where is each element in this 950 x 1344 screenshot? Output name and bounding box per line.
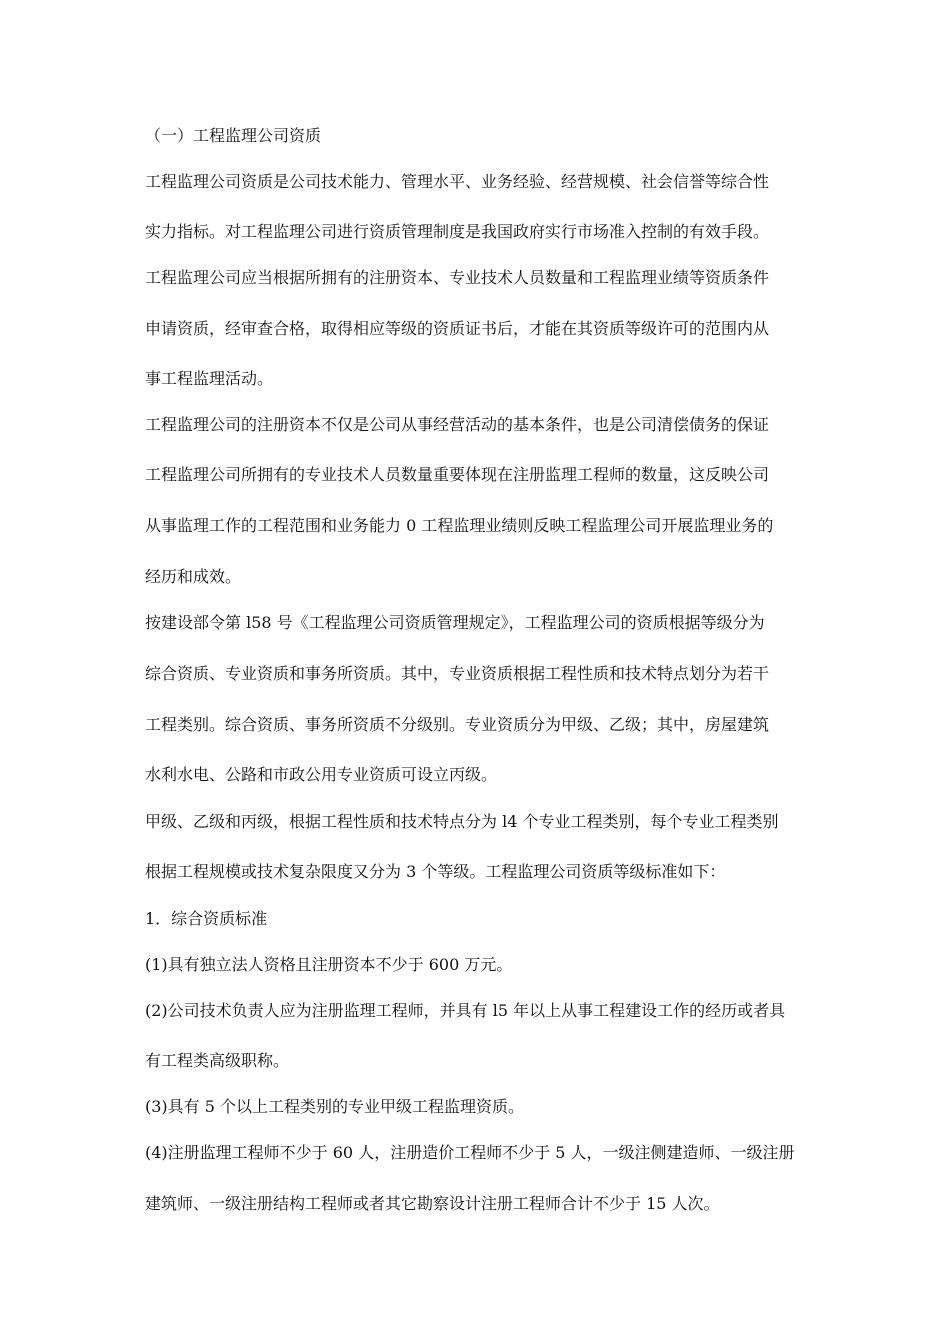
paragraph-line: 从事监理工作的工程范围和业务能力 0 工程监理业绩则反映工程监理公司开展监理业务的 [145,516,774,535]
paragraph-line: 工程监理公司所拥有的专业技术人员数量重要体现在注册监理工程师的数量，这反映公司 [145,465,770,484]
list-item: (1)具有独立法人资格且注册资本不少于 600 万元。 [145,955,513,974]
paragraph-line: 综合资质、专业资质和事务所资质。其中，专业资质根据工程性质和技术特点划分为若干 [145,664,770,683]
subsection-heading: 1．综合资质标准 [145,909,268,928]
paragraph-line: 工程监理公司应当根据所拥有的注册资本、专业技术人员数量和工程监理业绩等资质条件 [145,268,770,287]
list-item-continuation: 建筑师、一级注册结构工程师或者其它勘察设计注册工程师合计不少于 15 人次。 [145,1194,720,1213]
paragraph-line: 工程类别。综合资质、事务所资质不分级别。专业资质分为甲级、乙级；其中，房屋建筑 [145,715,770,734]
list-item-continuation: 有工程类高级职称。 [145,1051,290,1070]
paragraph-line: 工程监理公司资质是公司技术能力、管理水平、业务经验、经营规模、社会信誉等综合性 [145,172,770,191]
paragraph-line: 事工程监理活动。 [145,369,274,388]
paragraph-line: 按建设部令第 l58 号《工程监理公司资质管理规定》，工程监理公司的资质根据等级分为 [145,613,765,632]
paragraph-line: 经历和成效。 [145,567,242,586]
list-item: (4)注册监理工程师不少于 60 人，注册造价工程师不少于 5 人，一级注侧建造师、一级注册 [145,1143,795,1162]
paragraph-line: 甲级、乙级和丙级，根据工程性质和技术特点分为 l4 个专业工程类别，每个专业工程类别 [145,812,779,831]
paragraph-line: 工程监理公司的注册资本不仅是公司从事经营活动的基本条件，也是公司清偿债务的保证 [145,415,770,434]
list-item: (3)具有 5 个以上工程类别的专业甲级工程监理资质。 [145,1097,525,1116]
paragraph-line: 水利水电、公路和市政公用专业资质可设立丙级。 [145,765,498,784]
list-item: (2)公司技术负责人应为注册监理工程师，并具有 l5 年以上从事工程建设工作的经历或者具 [145,1001,786,1020]
section-heading: （一）工程监理公司资质 [145,126,322,145]
paragraph-line: 申请资质，经审查合格，取得相应等级的资质证书后，才能在其资质等级许可的范围内从 [145,319,770,338]
paragraph-line: 根据工程规模或技术复杂限度又分为 3 个等级。工程监理公司资质等级标准如下： [145,862,726,881]
paragraph-line: 实力指标。对工程监理公司进行资质管理制度是我国政府实行市场准入控制的有效手段。 [145,222,770,241]
